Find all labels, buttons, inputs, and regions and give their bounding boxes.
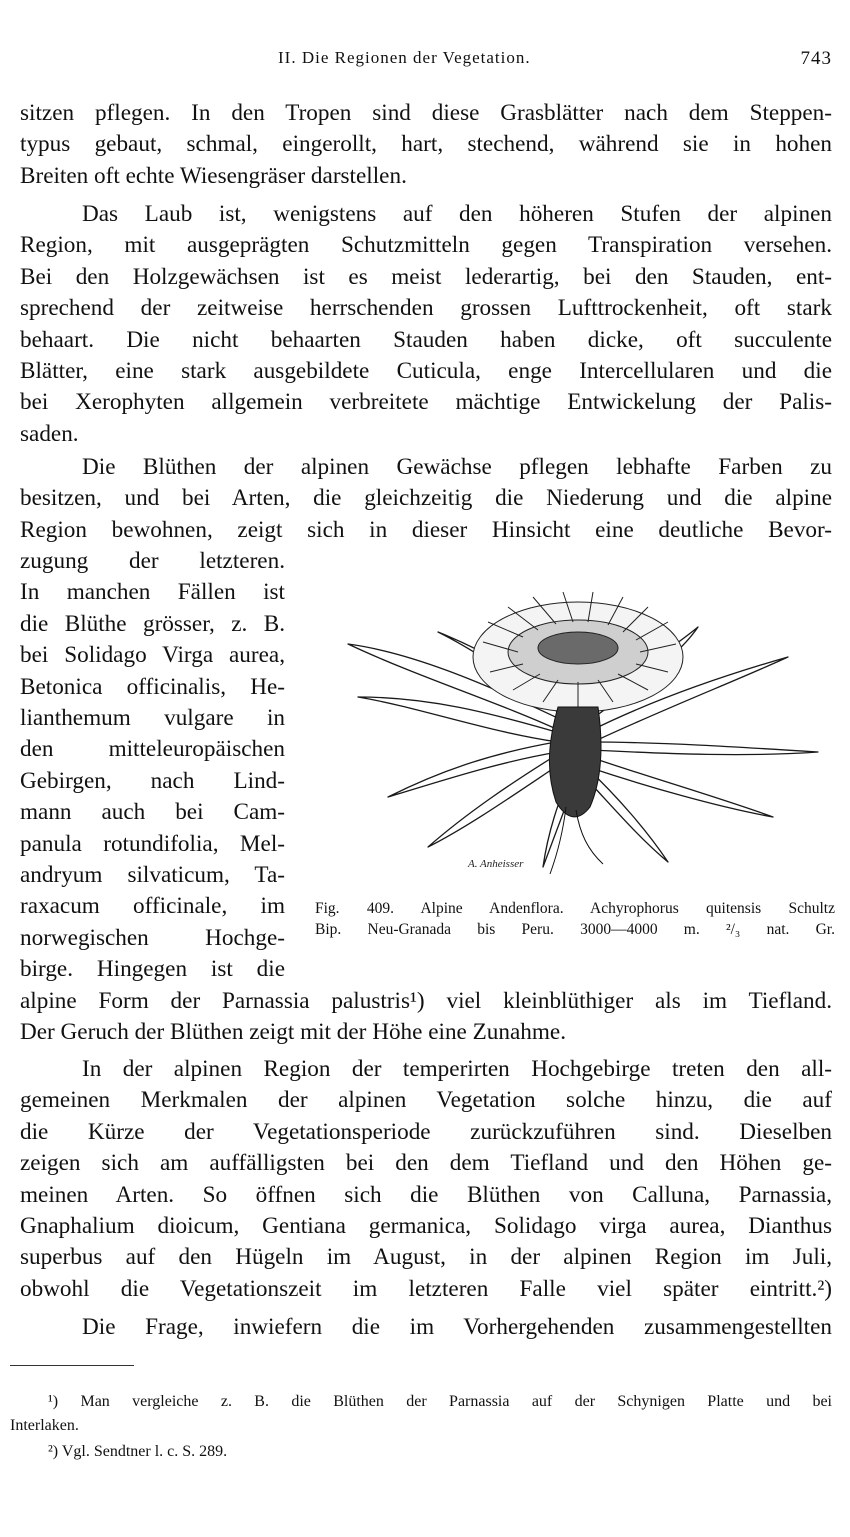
- text-line: zugung der letzteren.: [20, 548, 285, 574]
- text-line: die Kürze der Vegetationsperiode zurückzuführen sind. Dieselben: [20, 1118, 832, 1145]
- text-line: die Blüthe grösser, z. B.: [20, 610, 285, 637]
- paragraph-1: [20, 98, 832, 192]
- text-line: den mitteleuropäischen: [20, 736, 285, 763]
- text-line: sitzen pflegen. In den Tropen sind diese Grasblätter nach dem Steppen-: [20, 100, 832, 126]
- text-line: mann auch bei Cam-: [20, 799, 285, 826]
- text-line: Betonica officinalis, He-: [20, 673, 285, 700]
- caption-line: Fig. 409. Alpine Andenflora. Achyrophorus quitensis Schultz: [315, 900, 835, 917]
- flower-head: [473, 592, 683, 712]
- text-line: raxacum officinale, im: [20, 893, 285, 920]
- text-line: typus gebaut, schmal, eingerollt, hart, stechend, während sie in hohen: [20, 131, 832, 158]
- paragraph-2: [20, 199, 832, 450]
- paragraph-5: [20, 1312, 832, 1343]
- footnote-1: ¹) Man vergleiche z. B. die Blüthen der Parnassia auf der Schynigen Platte und bei: [48, 1393, 832, 1410]
- text-line: bei Solidago Virga aurea,: [20, 642, 285, 669]
- text-line: Gebirgen, nach Lind-: [20, 767, 285, 794]
- text-line: Region bewohnen, zeigt sich in dieser Hinsicht eine deutliche Bevor-: [20, 516, 832, 543]
- artist-signature: A. Anheisser: [468, 858, 524, 870]
- leaf: [588, 757, 773, 817]
- footnotes: [10, 1390, 832, 1464]
- text-line: saden.: [20, 420, 79, 447]
- stem: [549, 707, 603, 874]
- caption-line: Bip. Neu-Granada bis Peru. 3000—4000 m. ²/₃ nat. Gr.: [315, 921, 835, 938]
- page-header: [0, 48, 850, 78]
- text-line: obwohl die Vegetationszeit im letzteren Falle viel später eintritt.²): [20, 1275, 832, 1302]
- text-line: alpine Form der Parnassia palustris¹) viel kleinblüthiger als im Tiefland.: [20, 988, 832, 1014]
- text-line: andryum silvaticum, Ta-: [20, 861, 285, 888]
- text-line: sprechend der zeitweise herrschenden grossen Lufttrockenheit, oft stark: [20, 295, 832, 322]
- footnote-divider: [10, 1365, 134, 1366]
- running-title: II. Die Regionen der Vegetation.: [278, 48, 531, 67]
- leaf: [428, 754, 563, 847]
- text-line: Die Blüthen der alpinen Gewächse pflegen lebhafte Farben zu: [82, 454, 832, 480]
- paragraph-3-end: [20, 986, 832, 1049]
- wrapped-text-column: [20, 546, 285, 985]
- page-number: 743: [800, 48, 832, 69]
- text-line: Die Frage, inwiefern die im Vorhergehenden zusammengestellten: [82, 1314, 832, 1340]
- text-line: meinen Arten. So öffnen sich die Blüthen von Calluna, Parnassia,: [20, 1181, 832, 1208]
- text-line: panula rotundifolia, Mel-: [20, 830, 285, 857]
- text-line: In manchen Fällen ist: [20, 579, 285, 606]
- text-line: Blätter, eine stark ausgebildete Cuticula, enge Intercellularen und die: [20, 357, 832, 384]
- text-line: besitzen, und bei Arten, die gleichzeitig die Niederung und die alpine: [20, 485, 832, 512]
- footnote-2: ²) Vgl. Sendtner l. c. S. 289.: [48, 1443, 228, 1460]
- text-line: Breiten oft echte Wiesengräser darstellen.: [20, 162, 407, 189]
- plant-illustration: [318, 582, 833, 882]
- figure-caption: [315, 898, 835, 940]
- text-line: lianthemum vulgare in: [20, 704, 285, 731]
- text-line: In der alpinen Region der temperirten Hochgebirge treten den all-: [82, 1056, 832, 1082]
- text-line: superbus auf den Hügeln im August, in der alpinen Region im Juli,: [20, 1244, 832, 1271]
- text-line: Region, mit ausgeprägten Schutzmitteln gegen Transpiration versehen.: [20, 232, 832, 259]
- footnote-1-continuation: Interlaken.: [10, 1417, 79, 1434]
- paragraph-4: [20, 1054, 832, 1305]
- text-line: bei Xerophyten allgemein verbreitete mächtige Entwickelung der Palis-: [20, 389, 832, 416]
- leaf: [590, 742, 818, 755]
- text-line: gemeinen Merkmalen der alpinen Vegetation solche hinzu, die auf: [20, 1087, 832, 1114]
- achyrophorus-drawing: [318, 582, 833, 882]
- text-line: Bei den Holzgewächsen ist es meist lederartig, bei den Stauden, ent-: [20, 263, 832, 290]
- text-line: behaart. Die nicht behaarten Stauden haben dicke, oft succulente: [20, 326, 832, 353]
- text-line: Das Laub ist, wenigstens auf den höheren Stufen der alpinen: [82, 201, 832, 227]
- paragraph-3: [20, 452, 832, 546]
- text-line: Der Geruch der Blüthen zeigt mit der Höhe eine Zunahme.: [20, 1019, 566, 1046]
- text-line: zeigen sich am auffälligsten bei den dem Tiefland und den Höhen ge-: [20, 1150, 832, 1177]
- text-line: norwegischen Hochge-: [20, 924, 285, 951]
- text-line: birge. Hingegen ist die: [20, 956, 285, 983]
- text-line: Gnaphalium dioicum, Gentiana germanica, Solidago virga aurea, Dianthus: [20, 1212, 832, 1239]
